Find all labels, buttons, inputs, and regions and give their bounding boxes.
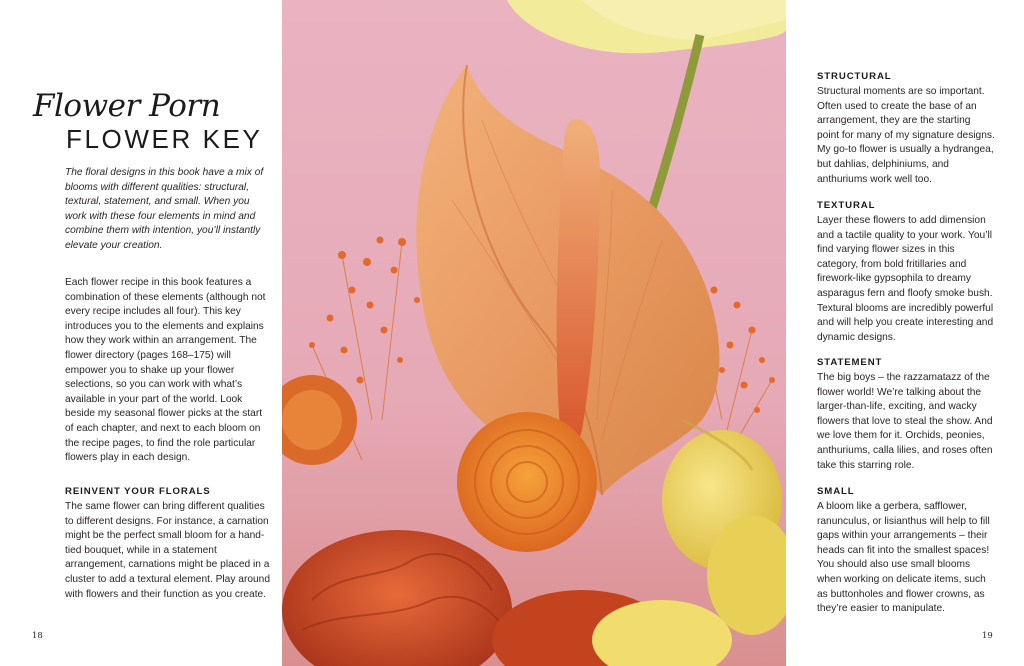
statement-body: The big boys – the razzamatazz of the flower world! We’re talking about the larger-than-life, exciting, and wacky flowers that love to steal the show. And we love them for it. Orchids, peonies, anthuriums, calla lilies, and roses often take this starring role. xyxy=(817,372,993,471)
title-caps: FLOWER KEY xyxy=(66,124,263,154)
flower-photo xyxy=(282,0,786,666)
textural-section xyxy=(817,199,995,345)
page-number-right: 19 xyxy=(982,631,993,641)
statement-heading: STATEMENT xyxy=(817,357,883,368)
statement-section xyxy=(817,356,995,473)
textural-heading: TEXTURAL xyxy=(817,200,876,211)
small-heading: SMALL xyxy=(817,486,855,497)
body-paragraph: Each flower recipe in this book features a combination of these elements (although not every recipe includes all four). This key introduces you to the elements and explains how they work within an arrangement. The flower directory (pages 168–175) will empower you to shake up your flower selections, so you can work with what’s available in your part of the world. Look beside my seasonal flower picks at the start of each chapter, and next to each bloom on the recipe pages, to find the role particular flowers play in each design. xyxy=(65,277,266,464)
structural-body: Structural moments are so important. Often used to create the base of an arrangement, they are the starting point for many of my signature designs. My go-to flower is usually a hydrangea, but dahlias, delphiniums, and anthuriums work well too. xyxy=(817,86,995,185)
body-text-block xyxy=(65,276,270,466)
textural-body: Layer these flowers to add dimension and a tactile quality to your work. You’ll find varying flower sizes in this category, from bold fritillaries and firework-like gypsophila to dreamy asparagus fern and floofy smoke bush. Textural blooms are incredibly powerful and will help you create interesting and dynamic designs. xyxy=(817,215,994,343)
reinvent-body: The same flower can bring different qualities to different designs. For instance, a carnation might be the perfect small bloom for a hand-tied bouquet, while in a statement arrangement, carnations might be placed in a cluster to add a textural element. Play around with flowers and their function as you create. xyxy=(65,501,270,600)
flower-photo-illustration xyxy=(282,0,786,666)
small-body: A bloom like a gerbera, safflower, ranunculus, or lisianthus will help to fill gaps within your arrangements – their heads can fit into the smallest spaces! You should also use small blooms when working on delicate items, such as buttonholes and flower crowns, as they’re easier to manipulate. xyxy=(817,501,990,615)
small-section xyxy=(817,485,995,617)
reinvent-section xyxy=(65,485,270,602)
page-number-left: 18 xyxy=(32,631,43,641)
intro-text: The floral designs in this book have a mix of blooms with different qualities: structural, textural, statement, and small. When you work with these four elements in mind and combine them with intention, you’ll instantly elevate your creation. xyxy=(65,167,264,251)
title-script: Flower Porn xyxy=(33,88,221,124)
structural-section xyxy=(817,70,995,187)
reinvent-heading: REINVENT YOUR FLORALS xyxy=(65,486,211,497)
structural-heading: STRUCTURAL xyxy=(817,71,892,82)
